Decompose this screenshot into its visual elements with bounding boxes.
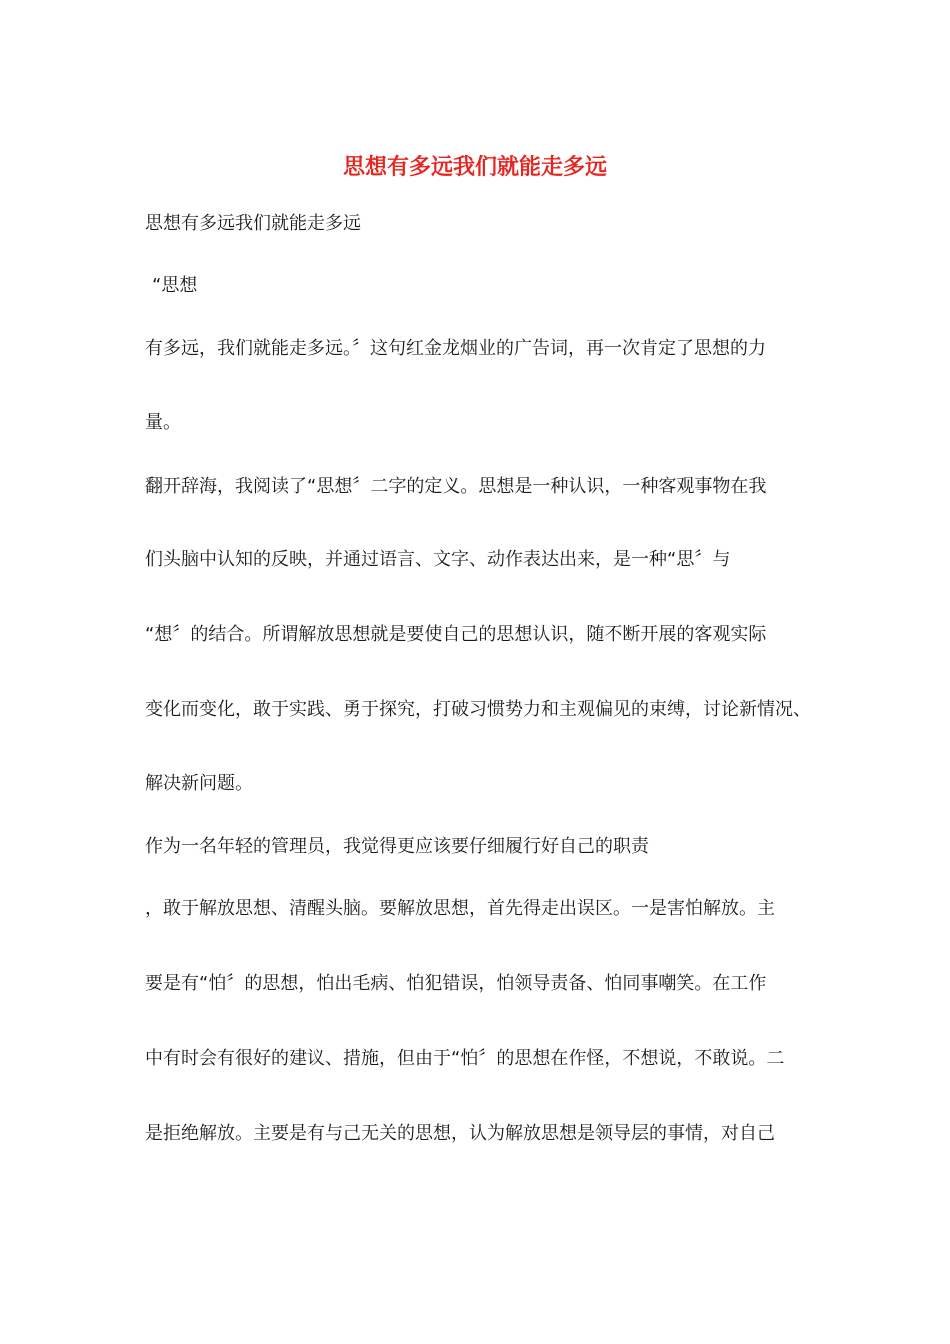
- paragraph-line: “想〞的结合。所谓解放思想就是要使自己的思想认识，随不断开展的客观实际: [145, 624, 767, 645]
- paragraph-line: 有多远，我们就能走多远。〞这句红金龙烟业的广告词，再一次肯定了思想的力: [145, 338, 766, 359]
- document-title: 思想有多远我们就能走多远: [342, 154, 607, 180]
- paragraph-line: 作为一名年轻的管理员，我觉得更应该要仔细履行好自己的职责: [145, 836, 649, 857]
- paragraph-line: 变化而变化，敢于实践、勇于探究，打破习惯势力和主观偏见的束缚，讨论新情况、: [145, 699, 811, 720]
- paragraph-line: ，敢于解放思想、清醒头脑。要解放思想，首先得走出误区。一是害怕解放。主: [145, 898, 775, 919]
- paragraph-line: 思想有多远我们就能走多远: [145, 213, 361, 234]
- paragraph-line: 翻开辞海，我阅读了“思想〞二字的定义。思想是一种认识，一种客观事物在我: [145, 476, 767, 497]
- paragraph-line: 中有时会有很好的建议、措施，但由于“怕〞的思想在作怪，不想说，不敢说。二: [145, 1048, 785, 1069]
- paragraph-line: 量。: [145, 412, 181, 433]
- paragraph-line: 解决新问题。: [145, 773, 253, 794]
- paragraph-line: 是拒绝解放。主要是有与己无关的思想，认为解放思想是领导层的事情，对自己: [145, 1123, 775, 1144]
- paragraph-line: 要是有“怕〞的思想，怕出毛病、怕犯错误，怕领导责备、怕同事嘲笑。在工作: [145, 973, 767, 994]
- paragraph-line: “思想: [152, 275, 198, 296]
- paragraph-line: 们头脑中认知的反映，并通过语言、文字、动作表达出来，是一种“思〞与: [145, 549, 731, 570]
